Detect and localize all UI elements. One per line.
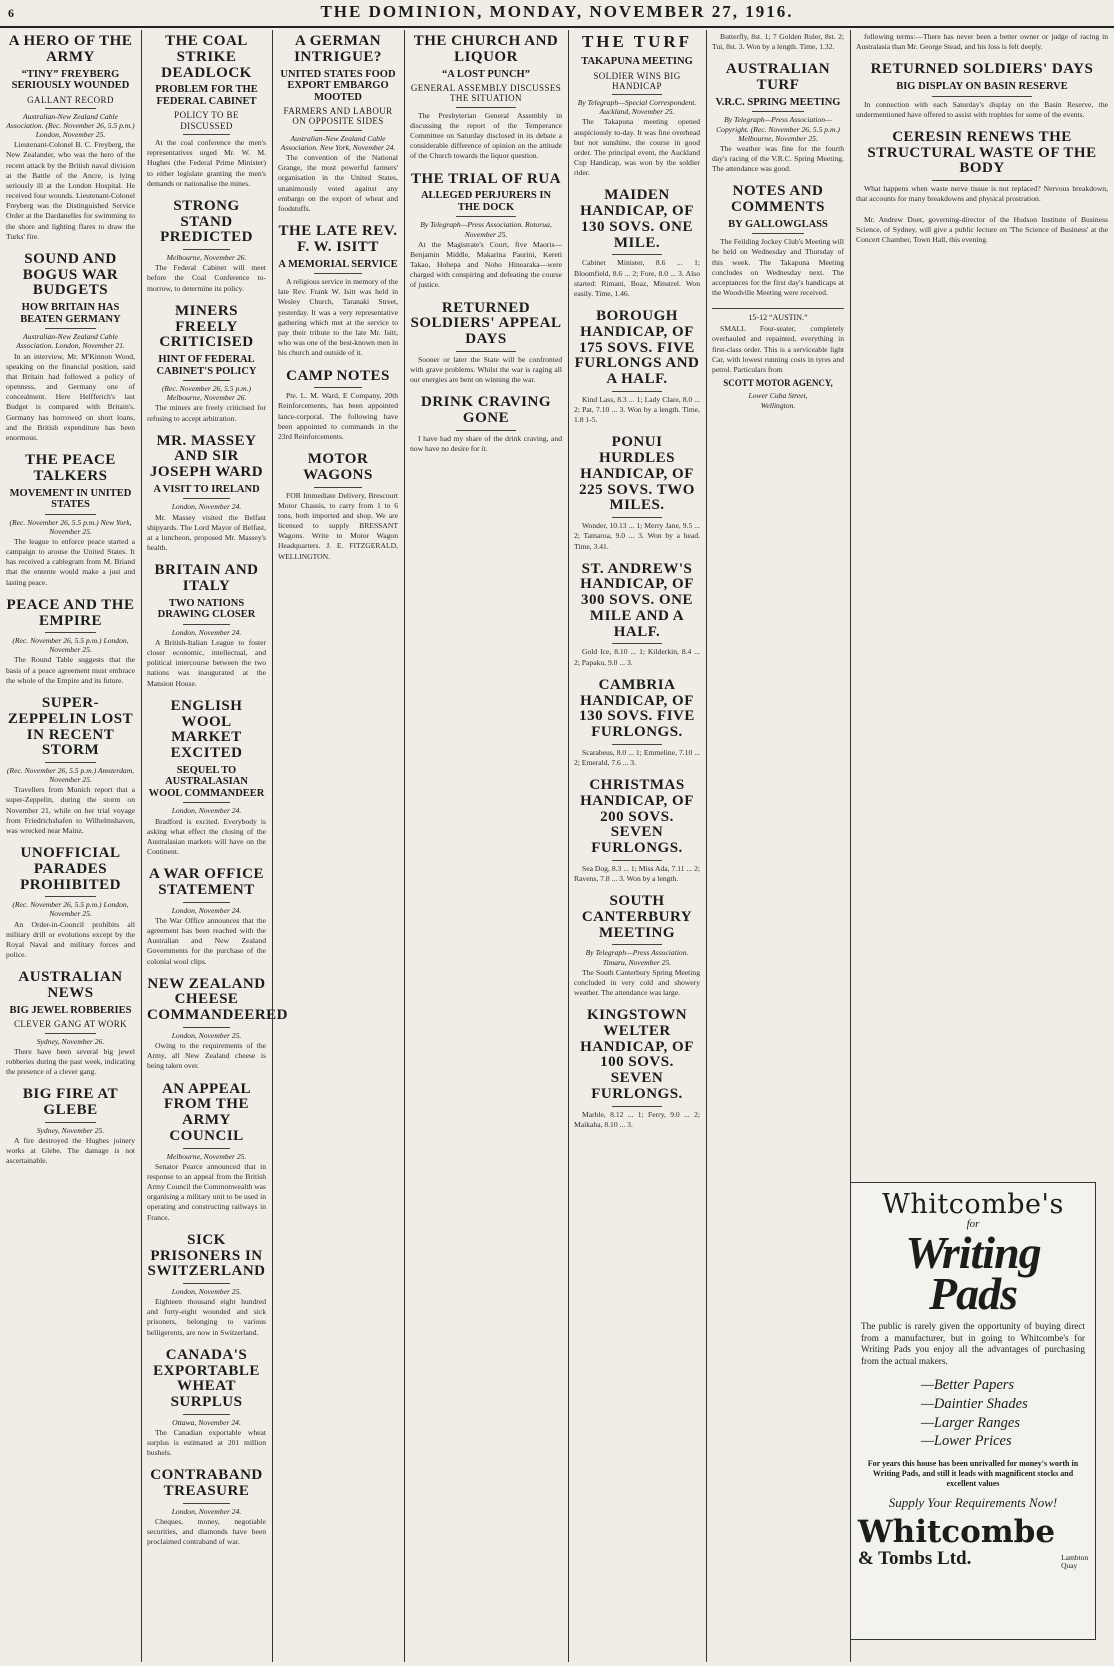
divider	[183, 498, 231, 499]
ad-company-suffix: & Tombs Ltd.	[857, 1548, 972, 1570]
article-dateline: Australian-New Zealand Cable Association. London, November 21.	[16, 332, 125, 351]
ad-body: The public is rarely given the opportunity of buying direct from a manufacturer, but in going to Whitcombe's for Writing Pads you enjoy all the advantages of purchasing from the actual makers.	[861, 1320, 1085, 1367]
article	[574, 894, 700, 998]
divider	[45, 762, 97, 763]
article-headline: A HERO OF THE ARMY	[8, 33, 133, 65]
article-subheadline: V.R.C. SPRING MEETING	[715, 96, 841, 108]
article-headline: AUSTRALIAN NEWS	[18, 969, 123, 1001]
article-headline: A GERMAN INTRIGUE?	[294, 33, 382, 65]
article-body: Mr. Andrew Doer, governing-director of the Hudson Institute of Business Science, of Sydney, will give a public lecture on 'The Science of Business' at the Concert Chamber, Town Hall, this evening.	[856, 214, 1108, 244]
article-headline: SICK PRISONERS IN SWITZERLAND	[147, 1231, 266, 1280]
ad-note: For years this house has been unrivalled for money's worth in Writing Pads, and still it leads with magnificent stocks and excellent values	[867, 1459, 1079, 1489]
article-body: A fire destroyed the Hughes joinery works at Glebe. The damage is not ascertainable.	[6, 1135, 135, 1166]
article	[574, 309, 700, 425]
article-headline: THE LATE REV. F. W. ISITT	[278, 223, 398, 255]
divider	[183, 902, 231, 903]
article	[712, 62, 844, 174]
divider	[932, 96, 1033, 97]
divider	[612, 1106, 662, 1107]
article-body: Wonder, 10.13 ... 1; Merry Jane, 9.5 ... 2; Tamaroa, 9.0 ... 3. Won by a head. Time, 3.41.	[574, 521, 700, 551]
divider	[456, 216, 517, 217]
article	[574, 562, 700, 668]
divider	[314, 387, 362, 388]
article	[147, 1082, 266, 1223]
article	[410, 172, 562, 291]
article-subheadline: “TINY” FREYBERG SERIOUSLY WOUNDED	[11, 68, 130, 92]
article-body: Cheques, money, negotiable securities, and diamonds have been proclaimed contraband of war.	[147, 1517, 266, 1547]
divider	[183, 1283, 231, 1284]
ad-benefit: — Lower Prices	[921, 1432, 1087, 1451]
article	[410, 395, 562, 454]
article-headline: MOTOR WAGONS	[303, 451, 373, 483]
article-body: At the Magistrate's Court, five Maoris—Benjamin Middle, Makarina Paurini, Kereti Takao, Hohepa and Noho Hinearaka—were charged with conspiring and defeating the course of justice.	[410, 239, 562, 290]
article-headline: BOROUGH HANDICAP, OF 175 SOVS. FIVE FURLONGS AND A HALF.	[574, 308, 700, 388]
divider	[45, 896, 97, 897]
article-body: Owing to the requirements of the Army, all New Zealand cheese is being taken over.	[147, 1041, 266, 1071]
article-dateline: Australian-New Zealand Cable Association. New York, November 24.	[280, 133, 396, 152]
divider	[183, 249, 231, 250]
article-headline: MR. MASSEY AND SIR JOSEPH WARD	[149, 432, 264, 481]
ad-footer	[857, 1514, 1089, 1570]
article-body: Pte. L. M. Ward, E Company, 20th Reinforcements, has been appointed lance-corporal. The following have been appointed to commands in the 23rd Reinforcements.	[278, 391, 398, 441]
article-body: Kind Lass, 8.3 ... 1; Lady Clare, 8.0 ... 2; Pat, 7.10 ... 3. Won by a length. Time, 1.8 1-5.	[574, 394, 700, 425]
article-deck: GALLANT RECORD	[27, 94, 114, 105]
article	[856, 215, 1108, 246]
article-body: The convention of the National Grange, the most powerful farmers' organisation in the United States, unanimously voted against any embargo on the export of wheat and foodstuffs.	[278, 153, 398, 213]
article-headline: CAMBRIA HANDICAP, OF 130 SOVS. FIVE FURLONGS.	[579, 676, 695, 741]
article	[147, 699, 266, 857]
article-headline: CAMP NOTES	[286, 367, 390, 384]
divider	[183, 624, 231, 625]
article-dateline: London, November 25.	[171, 1287, 242, 1296]
ad-benefit: — Better Papers	[921, 1376, 1087, 1395]
article-headline: THE TURF	[581, 32, 693, 51]
article-subheadline: HOW BRITAIN HAS BEATEN GERMANY	[20, 302, 121, 325]
article-body: The weather was fine for the fourth day's racing of the V.R.C. Spring Meeting. The attendance was good.	[712, 143, 844, 174]
divider	[45, 514, 97, 515]
article-body: The Canadian exportable wheat surplus is estimated at 201 million bushels.	[147, 1427, 266, 1458]
column-2	[141, 32, 288, 1660]
article-subheadline: PROBLEM FOR THE FEDERAL CABINET	[155, 84, 258, 107]
article-body: There have been several big jewel robberies during the past week, indicating the presence of a clever gang.	[6, 1046, 135, 1077]
article-body: The South Canterbury Spring Meeting concluded in very cold and showery weather. The attendance was large.	[574, 967, 700, 998]
article	[6, 453, 135, 588]
austin-advertisement	[712, 308, 844, 410]
article	[147, 199, 266, 294]
article-body: A British-Italian League to foster closer economic, intellectual, and political intercourse between the two nations was inaugurated at the Mansion House.	[147, 637, 266, 688]
article-dateline: London, November 24.	[171, 806, 242, 816]
divider	[932, 180, 1033, 181]
ad-supply: Supply Your Requirements Now!	[888, 1495, 1058, 1511]
article-dateline: Ottawa, November 24.	[172, 1417, 241, 1427]
article-headline: MAIDEN HANDICAP, OF 130 SOVS. ONE MILE.	[580, 187, 694, 251]
article	[856, 62, 1108, 120]
article-headline: THE PEACE TALKERS	[25, 452, 116, 484]
article-body: The Takapuna meeting opened auspiciously to-day. It was fine overhead but not sunshine, the course in good order. The principal event, the Auckland Cup Handicap, was won by the soldier rider.	[574, 117, 700, 178]
article-body: Senator Pearce announced that in response to an appeal from the British Army Council the Commonwealth was organising a military unit to be used in operating and constructing railways in France.	[147, 1161, 266, 1222]
article-body: The War Office announces that the agreement has been reached with the Australian and New Zealand Governments for the purchase of the colonial wool clips.	[147, 915, 266, 966]
article	[574, 188, 700, 299]
ad-company: Whitcombe	[857, 1514, 1056, 1551]
article-body: The miners are freely criticised for refusing to accept arbitration.	[147, 403, 266, 423]
article-body: What happens when waste nerve tissue is not replaced? Nervous breakdown, that accounts for many breakdowns and physical prostration.	[856, 184, 1108, 204]
article-dateline: By Telegraph—Press Association. Rotorua, November 25.	[420, 220, 552, 239]
article-headline: CONTRABAND TREASURE	[150, 1467, 263, 1500]
article-headline: AN APPEAL FROM THE ARMY COUNCIL	[161, 1080, 252, 1144]
article	[574, 435, 700, 551]
austin-ad-number: 15-12	[748, 313, 768, 323]
article-headline: SOUTH CANTERBURY MEETING	[581, 893, 693, 941]
austin-ad-address: Lower Cuba Street,	[748, 391, 808, 401]
article	[147, 34, 266, 189]
article	[278, 369, 398, 443]
newspaper-title: THE DOMINION, MONDAY, NOVEMBER 27, 1916.	[320, 2, 794, 21]
article	[574, 678, 700, 768]
article-dateline: (Rec. November 26, 5.5 p.m.) New York, November 25.	[9, 517, 132, 536]
article-body: following terms:—There has never been a better owner or judge of racing in Australasia than Mr. George Stead, and his loss is felt deeply.	[856, 32, 1108, 52]
article-body: The Feilding Jockey Club's Meeting will be held on Wednesday and Thursday of this week. The Takapuna Meeting concludes on Wednesday next. The acceptances for the first day's handicaps at the Woodville Meeting were received.	[712, 237, 844, 298]
article-subheadline: A MEMORIAL SERVICE	[278, 258, 398, 270]
article-body: The Presbyterian General Assembly in discussing the report of the Temperance Committee on Saturday disclosed in its debate a considerable difference of opinion on the attitude of the Church towards the liquor question.	[410, 110, 562, 161]
article-headline: NOTES AND COMMENTS	[731, 183, 825, 215]
article-deck: POLICY TO BE DISCUSSED	[174, 110, 239, 131]
article-subheadline: TAKAPUNA MEETING	[581, 56, 693, 67]
article-body: Cabinet Minister, 8.6 ... 1; Bloomfield, 8.6 ... 2; Fore, 8.0 ... 3. Also started: Rimani, Boaz, Minstrel. Won easily. Time, 1.46.	[574, 258, 700, 298]
divider	[45, 328, 97, 329]
divider	[183, 134, 231, 135]
article-body: Bradford is excited. Everybody is asking what effect the closing of the Australasian markets will have on the Continent.	[147, 816, 266, 857]
article-headline: AUSTRALIAN TURF	[725, 61, 831, 94]
divider	[612, 391, 662, 392]
divider	[752, 111, 805, 112]
ad-benefits	[921, 1376, 1087, 1451]
ad-brand: Whitcombe's	[882, 1189, 1064, 1220]
article	[278, 452, 398, 562]
article-dateline: Sydney, November 25.	[36, 1125, 105, 1135]
divider	[456, 107, 517, 108]
divider	[612, 254, 662, 255]
article-dateline: (Rec. November 26, 5.5 p.m.) Amsterdam, November 25.	[6, 766, 135, 785]
ad-for: for	[966, 1218, 980, 1230]
article-headline: PEACE AND THE EMPIRE	[6, 596, 135, 629]
article-headline: NEW ZEALAND CHEESE COMMANDEERED	[147, 975, 288, 1024]
divider	[183, 802, 231, 803]
article	[6, 34, 135, 242]
column-6	[706, 32, 850, 1660]
article-headline: CANADA'S EXPORTABLE WHEAT SURPLUS	[153, 1346, 260, 1411]
article-dateline: London, November 25.	[171, 1030, 242, 1040]
column-7	[850, 32, 1114, 1180]
article-headline: BRITAIN AND ITALY	[154, 562, 259, 595]
article-headline: RETURNED SOLDIERS' DAYS	[870, 61, 1094, 78]
article-headline: KINGSTOWN WELTER HANDICAP, OF 100 SOVS. SEVEN FURLONGS.	[580, 1007, 694, 1102]
article-body: Scarabeus, 8.0 ... 1; Emmeline, 7.10 ... 2; Emerald, 7.6 ... 3.	[574, 747, 700, 767]
ad-product: Writing Pads	[905, 1227, 1041, 1320]
article	[574, 32, 700, 178]
article-headline: MINERS FREELY CRITICISED	[159, 302, 254, 351]
divider	[314, 130, 362, 131]
divider	[456, 351, 517, 352]
article-body: The Federal Cabinet will meet before the Coal Conference to-morrow, to determine its policy.	[147, 263, 266, 293]
article	[856, 130, 1108, 205]
article-deck: GENERAL ASSEMBLY DISCUSSES THE SITUATION	[410, 83, 562, 104]
article-deck: FARMERS AND LABOUR ON OPPOSITE SIDES	[283, 106, 393, 127]
article-headline: CHRISTMAS HANDICAP, OF 200 SOVS. SEVEN FURLONGS.	[580, 777, 694, 857]
article	[147, 975, 288, 1072]
article	[574, 1008, 700, 1130]
divider	[314, 487, 362, 488]
article-headline: RETURNED SOLDIERS' APPEAL DAYS	[410, 299, 562, 348]
article-dateline: By Telegraph—Press Association—Copyright. (Rec. November 26, 5.5 p.m.) Melbourne, November 25.	[716, 115, 840, 143]
divider	[612, 944, 662, 945]
article-headline: THE CHURCH AND LIQUOR	[413, 33, 559, 65]
divider	[712, 308, 844, 309]
article	[278, 224, 398, 358]
article-body: Mr. Massey visited the Belfast shipyards. The Lord Mayor of Belfast, at a luncheon, proposed Mr. Massey's health.	[147, 512, 266, 553]
article	[6, 598, 135, 686]
article-subheadline: BY GALLOWGLASS	[728, 218, 828, 230]
whitcombe-advertisement	[850, 1182, 1096, 1640]
article-deck: SOLDIER WINS BIG HANDICAP	[593, 70, 681, 91]
divider	[183, 1503, 231, 1504]
article	[147, 1468, 266, 1547]
article-body: Sooner or later the State will be confronted with grave problems. Whilst the war is raging all our energies are bent on winning the war.	[410, 354, 562, 385]
article-headline: ST. ANDREW'S HANDICAP, OF 300 SOVS. ONE MILE AND A HALF.	[580, 560, 694, 640]
article	[278, 34, 398, 214]
divider	[45, 1122, 97, 1123]
article	[147, 434, 266, 554]
divider	[612, 643, 662, 644]
divider	[45, 108, 97, 109]
ad-benefit: — Daintier Shades	[921, 1395, 1087, 1414]
column-5	[568, 32, 706, 1660]
article-dateline: Melbourne, November 26.	[166, 253, 247, 263]
article	[410, 301, 562, 386]
article	[6, 1087, 135, 1166]
article-headline: ENGLISH WOOL MARKET EXCITED	[170, 697, 243, 762]
divider	[183, 1027, 231, 1028]
article	[712, 184, 844, 298]
article-dateline: London, November 24.	[171, 1506, 242, 1516]
article-subheadline: A VISIT TO IRELAND	[153, 483, 260, 495]
austin-ad-word: AUSTIN.	[772, 313, 804, 323]
page-number: 6	[8, 6, 14, 20]
article	[147, 867, 266, 966]
article-body: The league to enforce peace started a campaign to arouse the United States. It has received a cablegram from M. Briand that the entente would make a just and lasting peace.	[6, 536, 135, 587]
article-headline: DRINK CRAVING GONE	[421, 394, 551, 427]
article-dateline: By Telegraph—Press Association. Timaru, November 25.	[585, 948, 689, 967]
article	[410, 34, 562, 162]
divider	[612, 744, 662, 745]
article-headline: A WAR OFFICE STATEMENT	[149, 866, 264, 899]
article-subheadline: HINT OF FEDERAL CABINET'S POLICY	[156, 354, 257, 377]
article-subheadline: ALLEGED PERJURERS IN THE DOCK	[420, 190, 552, 213]
article	[6, 970, 135, 1077]
article-subheadline: UNITED STATES FOOD EXPORT EMBARGO MOOTED	[280, 68, 396, 103]
article-dateline: London, November 24.	[171, 905, 242, 915]
article-dateline: London, November 24.	[171, 502, 242, 512]
ad-benefit: — Larger Ranges	[921, 1414, 1087, 1433]
article-headline: THE TRIAL OF RUA	[410, 170, 562, 187]
column-3	[272, 32, 404, 1660]
divider	[612, 94, 662, 95]
article	[6, 252, 135, 443]
article-subheadline: BIG DISPLAY ON BASIN RESERVE	[896, 81, 1068, 93]
column-4	[404, 32, 568, 1660]
article-headline: BIG FIRE AT GLEBE	[22, 1086, 119, 1118]
article-headline: SOUND AND BOGUS WAR BUDGETS	[22, 250, 119, 299]
ad-location: Lambton Quay	[1061, 1552, 1089, 1570]
divider	[183, 1148, 231, 1149]
article-dateline: Melbourne, November 25.	[166, 1151, 247, 1161]
article-dateline: (Rec. November 26, 5.5 p.m.) Melbourne, November 26.	[161, 384, 252, 403]
article-headline: PONUI HURDLES HANDICAP, OF 225 SOVS. TWO MILES.	[579, 434, 695, 514]
article-headline: THE COAL STRIKE DEADLOCK	[161, 33, 252, 81]
article-dateline: (Rec. November 26, 5.5 p.m.) London, November 25.	[12, 636, 129, 655]
article	[147, 1233, 266, 1338]
article-subheadline: MOVEMENT IN UNITED STATES	[9, 487, 132, 511]
article	[712, 32, 844, 52]
article	[147, 1348, 266, 1459]
article-body: In connection with each Saturday's display on the Basin Reserve, the undermentioned have offered to assist with trophies for some of the events.	[856, 99, 1108, 119]
article-headline: STRONG STAND PREDICTED	[160, 197, 253, 246]
article-deck: CLEVER GANG AT WORK	[13, 1019, 128, 1030]
divider	[752, 233, 805, 234]
article-dateline: Australian-New Zealand Cable Association. (Rec. November 26, 5.5 p.m.) London, November 25.	[6, 111, 135, 140]
article-body: A religious service in memory of the late Rev. Frank W. Isitt was held in Wesley Church, Taranaki Street, yesterday. It was a very representative gathering which met at the service to pay their tribute to the late Mr. Isitt, who was one of the best-known men in his church and outside of it.	[278, 277, 398, 358]
article-body: Travellers from Munich report that a super-Zeppelin, during the storm on November 21, while on her trial voyage from Friedrichshafen to Wilhelmshaven, was wrecked near Mainz.	[6, 785, 135, 835]
divider	[45, 632, 97, 633]
article	[6, 696, 135, 836]
austin-ad-text: SMALL Four-seater, completely overhauled and repainted, everything in first-class order. This is a serviceable light Car, with lowest running costs in tyres and petrol. Particulars from	[712, 324, 844, 374]
article-subheadline: BIG JEWEL ROBBERIES	[9, 1004, 132, 1016]
austin-ad-agency: SCOTT MOTOR AGENCY,	[723, 378, 833, 389]
article	[147, 304, 266, 424]
article-subheadline: TWO NATIONS DRAWING CLOSER	[157, 597, 256, 621]
divider	[183, 380, 231, 381]
article-body: Marble, 8.12 ... 1; Ferry, 9.0 ... 2; Maikaha, 8.10 ... 3.	[574, 1109, 700, 1129]
column-1	[0, 32, 141, 1660]
divider	[612, 860, 662, 861]
divider	[612, 517, 662, 518]
article-body: At the coal conference the men's representatives urged Mr. W. M. Hughes (the Federal Prime Minister) to either legislate granting the men's demands or nationalise the mines.	[147, 138, 266, 188]
article-body: Gold Ice, 8.10 ... 1; Kilderkin, 8.4 ... 2; Papaku, 9.0 ... 3.	[574, 647, 700, 667]
masthead	[0, 0, 1114, 28]
article-subheadline: SEQUEL TO AUSTRALASIAN WOOL COMMANDEER	[148, 764, 265, 799]
article-body: Butterfly, 8st. 1; 7 Golden Ruler, 8st. 2; Tui, 8st. 3. Won by a length. Time, 1.32.	[712, 32, 844, 52]
article	[6, 846, 135, 960]
article	[574, 778, 700, 884]
austin-ad-city: Wellington.	[760, 401, 796, 411]
divider	[183, 1414, 231, 1415]
article-subheadline: “A LOST PUNCH”	[442, 68, 530, 80]
divider	[45, 1033, 97, 1034]
divider	[456, 430, 517, 431]
divider	[314, 273, 362, 274]
article-headline: CERESIN RENEWS THE STRUCTURAL WASTE OF THE BODY	[867, 128, 1097, 177]
article-body: Sea Dog, 8.3 ... 1; Miss Ada, 7.11 ... 2; Ravens, 7.8 ... 3. Won by a length.	[574, 863, 700, 884]
austin-ad-heading: 15-12 “AUSTIN.”	[748, 313, 808, 323]
article-body: The Round Table suggests that the basis of a peace agreement must embrace the whole of the Empire and its future.	[6, 655, 135, 685]
article-dateline: (Rec. November 26, 5.5 p.m.) London, November 25.	[12, 900, 129, 919]
article-dateline: By Telegraph—Special Correspondent. Auckland, November 25.	[577, 98, 697, 117]
article-body: Lieutenant-Colonel B. C. Freyberg, the New Zealander, who was the hero of the recent attack by the British naval division at the Battle of the Ancre, is lying seriously ill at the London Hospital. He received four wounds. Lieutenant-Colonel Freyberg was the Distinguished Service Order at the Dardanelles for swimming to the shore and lighting flares to draw the Turks' fire.	[6, 140, 135, 241]
article-body: An Order-in-Council prohibits all military drill or evolutions except by the Royal Naval and military forces and police.	[6, 919, 135, 960]
article-body: Eighteen thousand eight hundred and forty-eight wounded and sick prisoners, belonging to various belligerents, are now in Switzerland.	[147, 1297, 266, 1337]
article-dateline: London, November 24.	[171, 627, 242, 637]
article-headline: UNOFFICIAL PARADES PROHIBITED	[20, 845, 121, 893]
article-dateline: Sydney, November 26.	[36, 1036, 105, 1046]
article	[856, 32, 1108, 52]
article-body: In an interview, Mr. M'Kinnon Wood, speaking on the financial position, said that Britain had followed a policy of openness, and Germany one of concealment. Here Helfferich's last Budget is compared with Britain's. Germany has borrowed on short loans, and the British expenditure has been enormous.	[6, 351, 135, 442]
article	[147, 563, 266, 689]
article-headline: SUPER-ZEPPELIN LOST IN RECENT STORM	[7, 695, 134, 759]
article-body: FOR Immediate Delivery, Brescourt Motor Chassis, to carry from 1 to 6 tons, both imported and shop. We are licensed to supply BRESSANT Wagons. Write to Motor Wagon Headquarters. J. E. FITZGERALD, WELLINGTON.	[278, 490, 398, 561]
article-body: I have had my share of the drink craving, and now have no desire for it.	[410, 433, 562, 453]
